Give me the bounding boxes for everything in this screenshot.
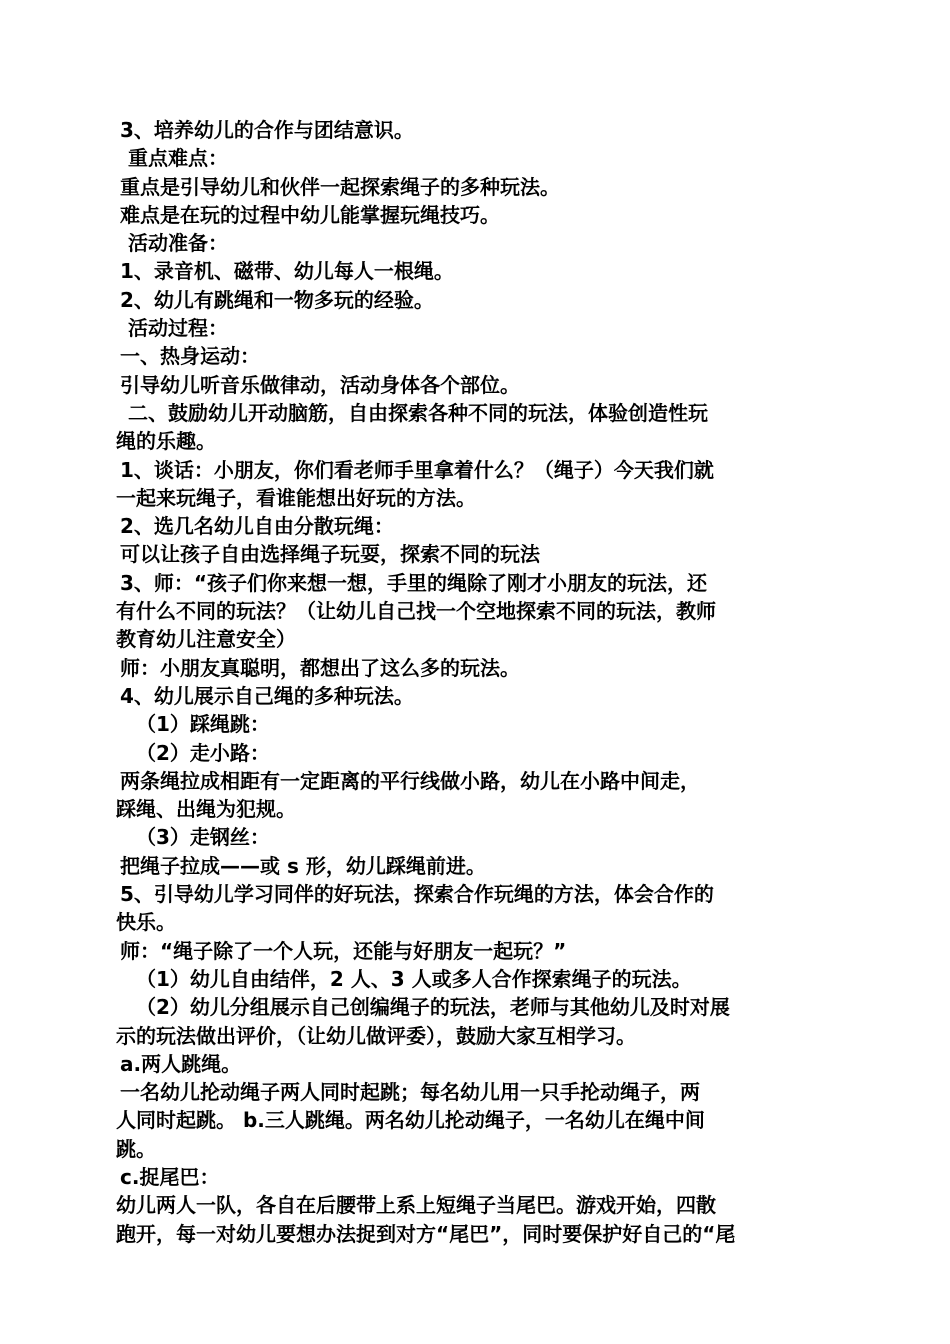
goal-3-line: 3、培养幼儿的合作与团结意识。 [120,118,414,142]
step-3-text-cont: 有什么不同的玩法？（让幼儿自己找一个空地探索不同的玩法，教师 [116,599,716,624]
coop-2-text: （2）幼儿分组展示自己创编绳子的玩法，老师与其他幼儿及时对展 [136,995,730,1020]
game-a-heading: a.两人跳绳。 [120,1051,242,1076]
play-2-text-cont: 踩绳、出绳为犯规。 [116,797,296,822]
play-2-heading: （2）走小路： [136,740,270,765]
key-point-line: 重点是引导幼儿和伙伴一起探索绳子的多种玩法。 [120,174,560,199]
process-heading: 活动过程： [128,316,228,341]
game-c-text: 幼儿两人一队，各自在后腰带上系上短绳子当尾巴。游戏开始，四散 [116,1193,716,1218]
play-2-text: 两条绳拉成相距有一定距离的平行线做小路，幼儿在小路中间走， [120,768,700,793]
preparation-heading: 活动准备： [128,231,228,256]
preparation-item-1: 1、录音机、磁带、幼儿每人一根绳。 [120,259,454,284]
difficulty-line: 难点是在玩的过程中幼儿能掌握玩绳技巧。 [120,202,500,227]
coop-1-text: （1）幼儿自由结伴，2 人、3 人或多人合作探索绳子的玩法。 [136,966,692,991]
play-3-text: 把绳子拉成——或 s 形，幼儿踩绳前进。 [120,853,486,878]
play-3-heading: （3）走钢丝： [136,825,270,850]
section-2-heading-cont: 绳的乐趣。 [116,429,216,454]
section-2-heading: 二、鼓励幼儿开动脑筋，自由探索各种不同的玩法，体验创造性玩 [128,400,708,425]
teacher-question-line: 师：“绳子除了一个人玩，还能与好朋友一起玩？” [120,938,567,963]
step-3-text: 3、师：“孩子们你来想一想，手里的绳除了刚才小朋友的玩法，还 [120,570,708,595]
preparation-item-2: 2、幼儿有跳绳和一物多玩的经验。 [120,287,434,312]
document-body [116,116,836,1248]
step-2-text: 2、选几名幼儿自由分散玩绳： [120,514,394,539]
game-c-heading: c.捉尾巴： [120,1164,220,1189]
play-1-heading: （1）踩绳跳： [136,712,270,737]
game-b-text-cont: 跳。 [116,1136,156,1161]
coop-2-text-cont: 示的玩法做出评价，（让幼儿做评委），鼓励大家互相学习。 [116,1023,636,1048]
teacher-praise-line: 师：小朋友真聪明，都想出了这么多的玩法。 [120,655,520,680]
game-a-text: 一名幼儿抡动绳子两人同时起跳；每名幼儿用一只手抡动绳子，两 [120,1080,700,1105]
key-difficulty-heading: 重点难点： [128,146,228,171]
section-1-heading: 一、热身运动： [120,344,260,369]
game-c-text-cont: 跑开，每一对幼儿要想办法捉到对方“尾巴”，同时要保护好自己的“尾 [116,1221,736,1246]
step-1-text-cont: 一起来玩绳子，看谁能想出好玩的方法。 [116,485,476,510]
section-1-text: 引导幼儿听音乐做律动，活动身体各个部位。 [120,372,520,397]
step-5-text: 5、引导幼儿学习同伴的好玩法，探索合作玩绳的方法，体会合作的 [120,882,714,907]
step-4-text: 4、幼儿展示自己绳的多种玩法。 [120,683,414,708]
step-5-text-cont: 快乐。 [116,910,176,935]
game-a-text-cont: 人同时起跳。 b.三人跳绳。两名幼儿抡动绳子，一名幼儿在绳中间 [116,1108,705,1133]
step-1-text: 1、谈话：小朋友，你们看老师手里拿着什么？（绳子）今天我们就 [120,457,714,482]
step-3-text-cont-2: 教育幼儿注意安全） [116,627,296,652]
step-2-detail: 可以让孩子自由选择绳子玩耍，探索不同的玩法 [120,542,540,567]
